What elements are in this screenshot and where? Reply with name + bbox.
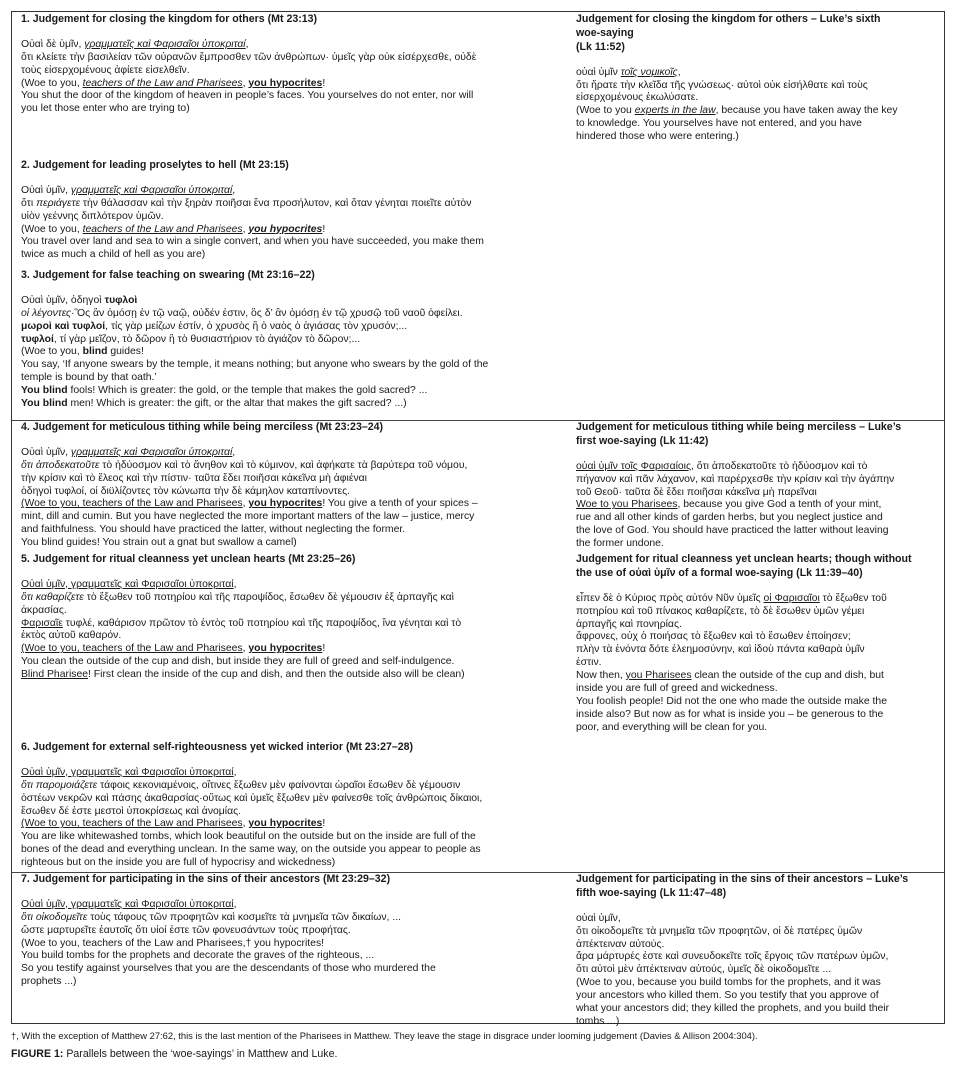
text-segment: ἀκρασίας.: [21, 604, 67, 616]
text-segment: ,: [232, 446, 236, 458]
section-heading: 2. Judgement for leading proselytes to hell (Mt 23:15): [21, 159, 289, 171]
text-line: [21, 486, 566, 499]
text-segment: τοῦ Θεοῦ· ταῦτα δὲ ἔδει ποιῆσαι κἀκεῖνα μὴ παρεῖναι: [576, 486, 817, 498]
text-segment: , because you give God a tenth of your mint,: [677, 499, 882, 511]
text-segment: Φαρισαῖε: [21, 617, 63, 629]
text-segment: τυφλοὶ: [104, 294, 138, 306]
text-segment: ,: [242, 498, 249, 510]
text-line: [21, 605, 566, 618]
left-column-cell: [21, 740, 566, 870]
text-segment: You blind: [21, 385, 68, 397]
text-segment: ὅτι ἤρατε τὴν κλεῖδα τῆς γνώσεως· αὐτοὶ οὐκ εἰσήλθατε καὶ τοὺς: [576, 79, 868, 91]
text-segment: inside you are full of greed and wickedness.: [576, 683, 778, 695]
text-segment: ὅτι παρομοιάζετε: [21, 779, 98, 791]
text-segment: Οὐαὶ ὑμῖν, γραμματεῖς καὶ Φαρισαῖοι ὑποκριταί: [21, 578, 234, 590]
text-segment: τοὺς εἰσερχομένους ἀφίετε εἰσελθεῖν.: [21, 64, 190, 76]
text-segment: righteous but on the inside you are full of hypocrisy and wickedness): [21, 857, 336, 869]
text-segment: τὴν κρίσιν καὶ τὸ ἔλεος καὶ τὴν πίστιν· ταῦτα ἔδει ποιῆσαι κἀκεῖνα μὴ ἀφιέναι: [21, 472, 367, 484]
text-line: [576, 644, 938, 657]
text-line: [21, 630, 566, 643]
text-segment: Blind Pharisee: [21, 669, 89, 681]
text-line: [21, 844, 566, 857]
table-row: [12, 420, 944, 552]
text-segment: (Woe to you, teachers of the Law and Pharisees: [21, 498, 243, 510]
text-segment: ! First clean the inside of the cup and dish, and then the outside also will be clean): [88, 669, 465, 681]
text-segment: , τί γὰρ μεῖζον, τὸ δῶρον ἢ τὸ θυσιαστήριον τὸ ἁγιάζον τὸ δῶρον;...: [53, 333, 361, 345]
parallel-heading: Judgement for meticulous tithing while being merciless – Luke’s: [576, 421, 902, 433]
text-line: [21, 249, 566, 262]
text-line: [21, 447, 566, 460]
left-column-cell: [21, 268, 566, 411]
parallel-heading: Judgement for participating in the sins of their ancestors – Luke’s: [576, 873, 909, 885]
text-line: [576, 951, 938, 964]
right-column-cell: [576, 872, 938, 1029]
text-line: [576, 1003, 938, 1016]
text-segment: rue and all other kinds of garden herbs, but you neglect justice and: [576, 512, 883, 524]
text-segment: ,: [242, 818, 249, 830]
text-segment: πλὴν τὰ ἐνόντα δότε ἐλεημοσύνην, καὶ ἰδοὺ πάντα καθαρὰ ὑμῖν: [576, 644, 865, 656]
text-line: [21, 780, 566, 793]
text-segment: inside also? But now as for what is inside you – be generous to the: [576, 708, 884, 720]
table-row: [12, 872, 944, 1027]
spacer: [576, 900, 938, 913]
text-segment: , because you have taken away the key: [715, 105, 898, 117]
text-segment: You are like whitewashed tombs, which look beautiful on the outside but on the inside are full of the: [21, 831, 476, 843]
text-line: [21, 103, 566, 116]
text-segment: τοὺς τάφους τῶν προφητῶν καὶ κοσμεῖτε τὰ μνημεῖα τῶν δικαίων, ...: [87, 911, 401, 923]
text-line: [576, 606, 938, 619]
text-line: [21, 950, 566, 963]
left-column-cell: [21, 158, 566, 262]
text-segment: ἐκτὸς αὐτοῦ καθαρόν.: [21, 630, 122, 642]
text-line: [576, 709, 938, 722]
text-segment: you hypocrites: [248, 77, 323, 89]
text-line: [576, 499, 938, 512]
text-segment: to knowledge. You yourselves have not entered, and you have: [576, 118, 862, 130]
spacer: [21, 886, 566, 899]
text-segment: You foolish people! Did not the one who made the outside make the: [576, 695, 887, 707]
text-line: [576, 631, 938, 644]
text-segment: you hypocrites: [248, 818, 323, 830]
text-segment: ! You give a tenth of your spices –: [322, 498, 478, 510]
text-segment: Woe to you Pharisees: [576, 499, 678, 511]
right-column-cell: [576, 420, 938, 551]
text-line: [21, 831, 566, 844]
text-segment: Οὐαὶ ὑμῖν,: [21, 446, 71, 458]
text-segment: (Woe to you, teachers of the Law and Pharisees,† you hypocrites!: [21, 937, 325, 949]
section-heading: 5. Judgement for ritual cleanness yet unclean hearts (Mt 23:25–26): [21, 553, 356, 565]
parallel-heading: the use of οὐαὶ ὑμῖν of a formal woe-saying (Lk 11:39–40): [576, 566, 863, 579]
text-segment: !: [322, 643, 326, 655]
right-column-cell: [576, 552, 938, 735]
section-heading: 6. Judgement for external self-righteousness yet wicked interior (Mt 23:27–28): [21, 741, 414, 753]
text-segment: Now then,: [576, 670, 626, 682]
text-segment: ὅτι οἰκοδομεῖτε: [21, 911, 88, 923]
text-segment: (Woe to you,: [21, 77, 83, 89]
text-line: [576, 1016, 938, 1029]
text-segment: ἔσωθεν δέ ἐστε μεστοὶ ὑποκρίσεως καὶ ἀνομίας.: [21, 805, 241, 817]
figure-label: FIGURE 1:: [11, 1048, 64, 1060]
left-column-cell: [21, 12, 566, 116]
text-segment: you hypocrites: [248, 643, 323, 655]
text-segment: you hypocrites: [248, 223, 323, 235]
text-segment: ,: [242, 223, 249, 235]
text-segment: εἰσερχομένους ἐκωλύσατε.: [576, 92, 699, 104]
text-segment: !: [322, 818, 326, 830]
text-line: [21, 899, 566, 912]
text-line: [21, 372, 566, 385]
section-heading: 4. Judgement for meticulous tithing while being merciless (Mt 23:23–24): [21, 421, 384, 433]
text-line: [576, 683, 938, 696]
text-line: [21, 90, 566, 103]
text-line: [21, 398, 566, 411]
text-segment: γραμματεῖς καὶ Φαρισαῖοι ὑποκριταί: [84, 38, 246, 50]
text-segment: τάφοις κεκονιαμένοις, οἵτινες ἔξωθεν μὲν φαίνονται ὡραῖοι ἔσωθεν δὲ γέμουσιν: [97, 779, 461, 791]
figure-caption: [11, 1048, 941, 1061]
table-row: [12, 552, 944, 740]
section-heading: 1. Judgement for closing the kingdom for others (Mt 23:13): [21, 13, 318, 25]
text-line: [576, 538, 938, 551]
text-segment: πήγανον καὶ πᾶν λάχανον, καὶ παρέρχεσθε τὴν κρίσιν καὶ τὴν ἀγάπην: [576, 473, 895, 485]
text-segment: ὅτι οἰκοδομεῖτε τὰ μνημεῖα τῶν προφητῶν, οἱ δὲ πατέρες ὑμῶν: [576, 925, 863, 937]
text-line: [21, 806, 566, 819]
text-segment: guides!: [107, 346, 144, 358]
text-line: [21, 857, 566, 870]
text-segment: experts in the law: [634, 105, 716, 117]
text-segment: hindered those who were entering.): [576, 131, 739, 143]
text-segment: You clean the outside of the cup and dish, but inside they are full of greed and self-indulgence.: [21, 656, 455, 668]
parallel-heading: Judgement for closing the kingdom for others – Luke’s sixth: [576, 13, 881, 25]
footnote: †, With the exception of Matthew 27:62, this is the last mention of the Pharisees in Matthew. They leave the stage in disgrace under looming judgement (Davies & Allison 2004:304).: [11, 1030, 758, 1041]
text-line: [21, 295, 566, 308]
text-line: [576, 474, 938, 487]
text-segment: !: [322, 223, 326, 235]
text-segment: (Woe to you, teachers of the Law and Pharisees: [21, 818, 243, 830]
text-segment: οὐαὶ ὑμῖν τοῖς Φαρισαίοις: [576, 460, 692, 472]
text-segment: τοῖς νομικοῖς: [620, 66, 678, 78]
parallels-table: [11, 11, 945, 1027]
text-line: [21, 198, 566, 211]
text-segment: prophets ...): [21, 976, 77, 988]
text-segment: clean the outside of the cup and dish, but: [691, 670, 884, 682]
spacer: [21, 434, 566, 447]
text-line: [576, 512, 938, 525]
text-segment: τὸ ἔξωθεν τοῦ: [819, 592, 887, 604]
text-line: [576, 487, 938, 500]
text-segment: your ancestors who killed them. So you testify that you approve of: [576, 990, 879, 1002]
text-line: [21, 912, 566, 925]
text-line: [576, 913, 938, 926]
text-segment: Οὐαὶ ὑμῖν, γραμματεῖς καὶ Φαρισαῖοι ὑποκριταί: [21, 898, 234, 910]
text-line: [21, 385, 566, 398]
text-segment: ἄφρονες, οὐχ ὁ ποιήσας τὸ ἔξωθεν καὶ τὸ ἔσωθεν ἐποίησεν;: [576, 631, 851, 643]
text-segment: ὁδηγοὶ τυφλοί, οἱ διϋλίζοντες τὸν κώνωπα τὴν δὲ κάμηλον καταπίνοντες.: [21, 485, 351, 497]
text-line: [21, 511, 566, 524]
table-row: [12, 12, 944, 158]
text-line: [21, 925, 566, 938]
text-segment: οὐαὶ ὑμῖν,: [576, 912, 621, 924]
text-line: [21, 976, 566, 989]
text-segment: ποτηρίου καὶ τοῦ πίνακος καθαρίζετε, τὸ δὲ ἔσωθεν ὑμῶν γέμει: [576, 605, 865, 617]
text-segment: ὅτι κλείετε τὴν βασιλείαν τῶν οὐρανῶν ἔμπροσθεν τῶν ἀνθρώπων· ὑμεῖς γὰρ οὐκ εἰσέρχεσθε, οὐδὲ: [21, 51, 477, 63]
spacer: [21, 26, 566, 39]
text-segment: ,: [232, 184, 236, 196]
text-segment: (Woe to you: [576, 105, 635, 117]
text-line: [21, 498, 566, 511]
text-segment: οὐαὶ ὑμῖν: [576, 66, 621, 78]
text-segment: poor, and everything will be clean for you.: [576, 721, 768, 733]
left-column-cell: [21, 872, 566, 989]
text-segment: τὸ ἔξωθεν τοῦ ποτηρίου καὶ τῆς παροψίδος, ἔσωθεν δὲ γέμουσιν ἐξ ἁρπαγῆς καὶ: [83, 591, 454, 603]
text-segment: Οὐαὶ ὑμῖν, γραμματεῖς καὶ Φαρισαῖοι ὑποκριταί: [21, 766, 234, 778]
text-line: [576, 657, 938, 670]
text-line: [576, 105, 938, 118]
text-segment: περιάγετε: [36, 197, 81, 209]
text-segment: τυφλέ, καθάρισον πρῶτον τὸ ἐντὸς τοῦ ποτηρίου καὶ τῆς παροψίδος, ἵνα γένηται καὶ τὸ: [62, 617, 462, 629]
text-segment: you Pharisees: [625, 670, 692, 682]
text-segment: , τίς γὰρ μείζων ἐστίν, ὁ χρυσὸς ἢ ὁ ναὸς ὁ ἁγιάσας τὸν χρυσόν;...: [105, 320, 408, 332]
table-row: [12, 268, 944, 421]
text-segment: !: [322, 77, 326, 89]
table-row: [12, 740, 944, 873]
text-segment: τυφλοί: [21, 333, 54, 345]
text-line: [21, 669, 566, 682]
text-line: [576, 722, 938, 735]
section-heading: 3. Judgement for false teaching on swearing (Mt 23:16–22): [21, 269, 315, 281]
text-segment: τὴν θάλασσαν καὶ τὴν ξηρὰν ποιῆσαι ἕνα προσήλυτον, καὶ ὅταν γένηται ποιεῖτε αὐτὸν: [80, 197, 472, 209]
text-line: [576, 964, 938, 977]
text-segment: men! Which is greater: the gift, or the altar that makes the gift sacred? ...): [67, 398, 407, 410]
right-column-cell: [576, 12, 938, 144]
text-segment: ,: [245, 38, 249, 50]
text-segment: Οὐαὶ ὑμῖν,: [21, 184, 71, 196]
text-line: [21, 656, 566, 669]
text-line: [576, 118, 938, 131]
text-segment: you hypocrites: [248, 498, 323, 510]
text-line: [21, 963, 566, 976]
text-segment: ,: [677, 66, 681, 78]
text-segment: ἁρπαγῆς καὶ πονηρίας.: [576, 618, 682, 630]
text-line: [21, 643, 566, 656]
text-line: [21, 473, 566, 486]
text-segment: (Woe to you,: [21, 223, 83, 235]
text-segment: ἐστιν.: [576, 657, 602, 669]
text-segment: the former undone.: [576, 538, 664, 550]
text-segment: γραμματεῖς καὶ Φαρισαῖοι ὑποκριταί: [70, 184, 233, 196]
text-line: [21, 78, 566, 91]
spacer: [21, 282, 566, 295]
figure-caption-text: Parallels between the ‘woe-sayings’ in Matthew and Luke.: [63, 1048, 338, 1060]
text-line: [21, 321, 566, 334]
text-segment: twice as much a child of hell as you are): [21, 249, 206, 261]
text-segment: You blind guides! You strain out a gnat but swallow a camel): [21, 537, 297, 549]
text-segment: Οὐαὶ δὲ ὑμῖν,: [21, 38, 85, 50]
text-line: [21, 524, 566, 537]
text-segment: You travel over land and sea to win a single convert, and when you have succeeded, you make them: [21, 236, 484, 248]
text-line: [576, 525, 938, 538]
text-segment: fools! Which is greater: the gold, or the temple that makes the gold sacred? ...: [67, 385, 428, 397]
spacer: [576, 580, 938, 593]
text-line: [21, 334, 566, 347]
parallel-heading: (Lk 11:52): [576, 40, 625, 53]
text-line: [576, 593, 938, 606]
text-segment: (Woe to you, teachers of the Law and Pharisees: [21, 643, 243, 655]
text-segment: ,: [233, 898, 237, 910]
text-line: [21, 537, 566, 550]
text-line: [576, 696, 938, 709]
text-segment: υἱὸν γεέννης διπλότερον ὑμῶν.: [21, 210, 164, 222]
text-segment: ἀπέκτειναν αὐτούς.: [576, 938, 665, 950]
spacer: [21, 172, 566, 185]
text-segment: ἄρα μάρτυρές ἐστε καὶ συνευδοκεῖτε τοῖς ἔργοις τῶν πατέρων ὑμῶν,: [576, 951, 889, 963]
text-line: [21, 211, 566, 224]
text-segment: μωροὶ καὶ τυφλοί: [21, 320, 106, 332]
text-segment: you let those enter who are trying to): [21, 103, 190, 115]
text-line: [21, 592, 566, 605]
text-segment: οἱ λέγοντες·: [21, 307, 75, 319]
text-line: [21, 224, 566, 237]
text-segment: οἱ Φαρισαῖοι: [763, 592, 820, 604]
text-line: [21, 938, 566, 951]
text-segment: the love of God. You should have practiced the latter without leaving: [576, 525, 889, 537]
text-segment: (Woe to you, because you build tombs for the prophets, and it was: [576, 977, 881, 989]
parallel-heading: first woe-saying (Lk 11:42): [576, 434, 709, 447]
text-line: [21, 39, 566, 52]
text-segment: blind: [82, 346, 108, 358]
text-line: [21, 185, 566, 198]
spacer: [576, 448, 938, 461]
text-segment: ὥστε μαρτυρεῖτε ἑαυτοῖς ὅτι υἱοί ἐστε τῶν φονευσάντων τοὺς προφήτας.: [21, 924, 351, 936]
text-line: [21, 618, 566, 631]
text-line: [21, 308, 566, 321]
text-segment: You blind: [21, 398, 68, 410]
text-line: [576, 67, 938, 80]
text-segment: You build tombs for the prophets and decorate the graves of the righteous, ...: [21, 950, 375, 962]
text-segment: ὅτι: [21, 197, 37, 209]
text-segment: ,: [233, 766, 237, 778]
text-line: [576, 80, 938, 93]
text-segment: temple is bound by that oath.’: [21, 372, 157, 384]
text-segment: ὀστέων νεκρῶν καὶ πάσης ἀκαθαρσίας·οὕτως καὶ ὑμεῖς ἔξωθεν μὲν φαίνεσθε τοῖς ἀνθρώποις δίκαιοι,: [21, 792, 483, 804]
spacer: [21, 754, 566, 767]
text-segment: ,: [242, 643, 249, 655]
text-line: [21, 359, 566, 372]
text-segment: teachers of the Law and Pharisees: [82, 77, 243, 89]
text-segment: Ὃς ἂν ὀμόσῃ ἐν τῷ ναῷ, οὐδέν ἐστιν, ὃς δ’ ἂν ὀμόσῃ ἐν τῷ χρυσῷ τοῦ ναοῦ ὀφείλει.: [74, 307, 463, 319]
text-line: [21, 52, 566, 65]
text-line: [576, 619, 938, 632]
text-segment: teachers of the Law and Pharisees: [82, 223, 243, 235]
text-segment: bones of the dead and everything unclean. In the same way, on the outside you appear to people as: [21, 844, 481, 856]
text-segment: ,: [233, 578, 237, 590]
text-segment: mint, dill and cumin. But you have neglected the more important matters of the law – justice, mercy: [21, 511, 475, 523]
text-segment: εἶπεν δὲ ὁ Κύριος πρὸς αὐτόν Νῦν ὑμεῖς: [576, 592, 764, 604]
text-segment: τὸ ἡδύοσμον καὶ τὸ ἄνηθον καὶ τὸ κύμινον, καὶ ἀφήκατε τὰ βαρύτερα τοῦ νόμου,: [99, 459, 468, 471]
text-segment: You shut the door of the kingdom of heaven in people’s faces. You yourselves do not enter, nor will: [21, 90, 474, 102]
text-segment: tombs ...): [576, 1015, 620, 1027]
text-segment: You say, ‘If anyone swears by the temple, it means nothing; but anyone who swears by the gold of the: [21, 359, 489, 371]
text-line: [576, 131, 938, 144]
parallel-heading: woe-saying: [576, 26, 634, 39]
text-segment: , ὅτι ἀποδεκατοῦτε τὸ ἡδύοσμον καὶ τὸ: [691, 460, 868, 472]
text-segment: (Woe to you,: [21, 346, 83, 358]
text-line: [576, 926, 938, 939]
text-line: [576, 461, 938, 474]
text-line: [21, 236, 566, 249]
text-segment: γραμματεῖς καὶ Φαρισαῖοι ὑποκριταί: [70, 446, 233, 458]
spacer: [21, 566, 566, 579]
table-row: [12, 158, 944, 268]
spacer: [576, 54, 938, 67]
text-segment: ὅτι αὐτοὶ μὲν ἀπέκτειναν αὐτούς, ὑμεῖς δὲ οἰκοδομεῖτε ...: [576, 964, 832, 976]
text-segment: what your ancestors did; they killed the prophets, and you build their: [576, 1003, 890, 1015]
text-segment: ὅτι καθαρίζετε: [21, 591, 84, 603]
text-line: [21, 579, 566, 592]
text-line: [576, 670, 938, 683]
text-line: [21, 65, 566, 78]
text-line: [21, 767, 566, 780]
text-line: [576, 92, 938, 105]
text-line: [576, 990, 938, 1003]
section-heading: 7. Judgement for participating in the sins of their ancestors (Mt 23:29–32): [21, 873, 391, 885]
text-line: [21, 793, 566, 806]
parallel-heading: Judgement for ritual cleanness yet unclean hearts; though without: [576, 553, 912, 565]
text-line: [21, 818, 566, 831]
text-segment: So you testify against yourselves that you are the descendants of those who murdered the: [21, 963, 436, 975]
text-segment: and faithfulness. You should have practiced the latter, without neglecting the former.: [21, 524, 406, 536]
text-line: [576, 939, 938, 952]
text-segment: ,: [242, 77, 249, 89]
text-line: [576, 977, 938, 990]
text-line: [21, 346, 566, 359]
parallel-heading: fifth woe-saying (Lk 11:47–48): [576, 886, 727, 899]
text-segment: ὅτι ἀποδεκατοῦτε: [21, 459, 100, 471]
text-line: [21, 460, 566, 473]
left-column-cell: [21, 552, 566, 682]
text-segment: Οὐαὶ ὑμῖν, ὁδηγοὶ: [21, 294, 105, 306]
left-column-cell: [21, 420, 566, 550]
